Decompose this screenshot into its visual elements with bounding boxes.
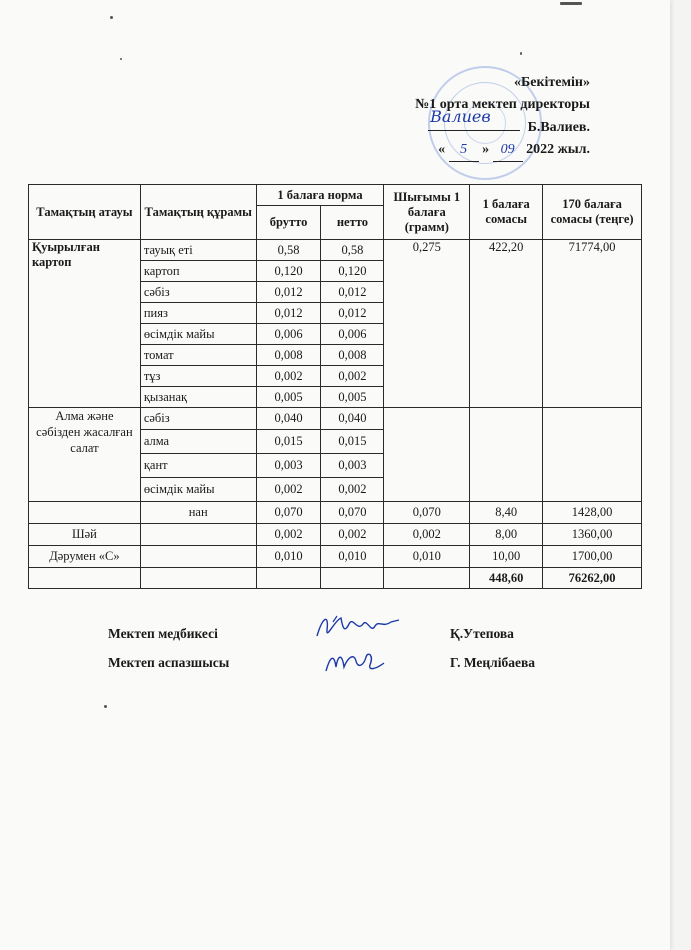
cost-one-value: 10,00 — [470, 546, 543, 568]
tea-name: Шәй — [29, 524, 141, 546]
scan-speck — [104, 705, 107, 708]
brutto-value: 0,010 — [256, 546, 321, 568]
brutto-value: 0,003 — [256, 454, 321, 478]
netto-value: 0,002 — [321, 524, 384, 546]
brutto-value: 0,070 — [256, 502, 321, 524]
netto-value: 0,002 — [321, 478, 384, 502]
empty-cell — [321, 568, 384, 589]
netto-value: 0,015 — [321, 430, 384, 454]
empty-cell — [140, 546, 256, 568]
date-year: 2022 — [526, 142, 555, 157]
table-row — [29, 546, 642, 568]
ingredient-name: өсімдік майы — [140, 324, 256, 345]
yield-value: 0,010 — [384, 546, 470, 568]
netto-value: 0,006 — [321, 324, 384, 345]
dish1-cost-one: 422,20 — [470, 240, 543, 408]
empty-cell — [140, 524, 256, 546]
header-cost-one: 1 балаға сомасы — [470, 185, 543, 240]
netto-value: 0,040 — [321, 408, 384, 430]
netto-value: 0,010 — [321, 546, 384, 568]
table-row — [29, 240, 642, 261]
total-cost-170: 76262,00 — [543, 568, 642, 589]
brutto-value: 0,002 — [256, 478, 321, 502]
date-month: 09 — [493, 139, 523, 162]
yield-value: 0,002 — [384, 524, 470, 546]
signature-field — [428, 107, 520, 131]
table-row — [29, 502, 642, 524]
cost-170-value: 1428,00 — [543, 502, 642, 524]
approval-block — [415, 72, 590, 162]
ingredient-name: пияз — [140, 303, 256, 324]
empty-cell — [543, 408, 642, 502]
scan-speck — [520, 52, 522, 55]
netto-value: 0,008 — [321, 345, 384, 366]
brutto-value: 0,120 — [256, 261, 321, 282]
netto-value: 0,070 — [321, 502, 384, 524]
director-name: Б.Валиев. — [527, 120, 590, 135]
empty-cell — [384, 568, 470, 589]
director-position: №1 орта мектеп директоры — [415, 97, 590, 112]
netto-value: 0,120 — [321, 261, 384, 282]
date-day: 5 — [449, 139, 479, 162]
brutto-value: 0,002 — [256, 524, 321, 546]
ingredient-name: өсімдік майы — [140, 478, 256, 502]
cost-one-value: 8,00 — [470, 524, 543, 546]
empty-cell — [29, 568, 141, 589]
ingredient-name: тұз — [140, 366, 256, 387]
ingredient-name: сәбіз — [140, 408, 256, 430]
ingredient-name: картоп — [140, 261, 256, 282]
netto-value: 0,012 — [321, 303, 384, 324]
header-norm: 1 балаға норма — [256, 185, 384, 206]
brutto-value: 0,008 — [256, 345, 321, 366]
approval-title: «Бекітемін» — [513, 75, 590, 90]
yield-value: 0,070 — [384, 502, 470, 524]
ingredient-name: тауық еті — [140, 240, 256, 261]
scan-speck — [120, 58, 122, 60]
brutto-value: 0,012 — [256, 303, 321, 324]
cook-role: Мектеп аспазшысы — [108, 655, 230, 670]
approval-date: « 5 » 09 2022 жыл. — [415, 139, 590, 162]
empty-cell — [256, 568, 321, 589]
table-header-row — [29, 185, 642, 206]
signature-block — [108, 626, 588, 684]
header-dish: Тамақтың атауы — [29, 185, 141, 240]
empty-cell — [470, 408, 543, 502]
cost-170-value: 1700,00 — [543, 546, 642, 568]
empty-cell — [140, 568, 256, 589]
table-row — [29, 524, 642, 546]
date-suffix: жыл. — [557, 142, 590, 157]
cost-170-value: 1360,00 — [543, 524, 642, 546]
empty-cell — [29, 502, 141, 524]
header-netto: нетто — [321, 206, 384, 240]
nurse-role: Мектеп медбикесі — [108, 626, 218, 641]
header-cost-170: 170 балаға сомасы (теңге) — [543, 185, 642, 240]
director-signature: Валиев — [430, 107, 491, 126]
total-cost-one: 448,60 — [470, 568, 543, 589]
total-row — [29, 568, 642, 589]
header-yield: Шығымы 1 балаға (грамм) — [384, 185, 470, 240]
table-row — [29, 408, 642, 430]
cost-one-value: 8,40 — [470, 502, 543, 524]
dish1-cost-170: 71774,00 — [543, 240, 642, 408]
dish2-name: Алма және сәбізден жасалған салат — [29, 408, 141, 502]
header-composition: Тамақтың құрамы — [140, 185, 256, 240]
dish1-yield: 0,275 — [384, 240, 470, 408]
brutto-value: 0,012 — [256, 282, 321, 303]
ingredient-name: алма — [140, 430, 256, 454]
header-brutto: брутто — [256, 206, 321, 240]
brutto-value: 0,005 — [256, 387, 321, 408]
ingredient-name: сәбіз — [140, 282, 256, 303]
netto-value: 0,003 — [321, 454, 384, 478]
director-signature-line — [415, 107, 590, 139]
brutto-value: 0,006 — [256, 324, 321, 345]
cook-name: Г. Меңлібаева — [450, 655, 536, 670]
netto-value: 0,58 — [321, 240, 384, 261]
cook-signature — [320, 643, 410, 679]
nurse-signature — [313, 610, 403, 646]
signature-row-cook — [108, 655, 588, 684]
brutto-value: 0,040 — [256, 408, 321, 430]
ingredient-name: қант — [140, 454, 256, 478]
scan-speck — [560, 2, 582, 5]
vitamin-name: Дәрумен «С» — [29, 546, 141, 568]
brutto-value: 0,015 — [256, 430, 321, 454]
scan-speck — [110, 16, 113, 19]
netto-value: 0,002 — [321, 366, 384, 387]
brutto-value: 0,58 — [256, 240, 321, 261]
menu-table — [28, 184, 642, 589]
netto-value: 0,012 — [321, 282, 384, 303]
dish1-name: Қуырылған картоп — [29, 240, 141, 408]
bread-name: нан — [140, 502, 256, 524]
ingredient-name: томат — [140, 345, 256, 366]
empty-cell — [384, 408, 470, 502]
netto-value: 0,005 — [321, 387, 384, 408]
nurse-name: Қ.Утепова — [450, 626, 514, 641]
ingredient-name: қызанақ — [140, 387, 256, 408]
brutto-value: 0,002 — [256, 366, 321, 387]
